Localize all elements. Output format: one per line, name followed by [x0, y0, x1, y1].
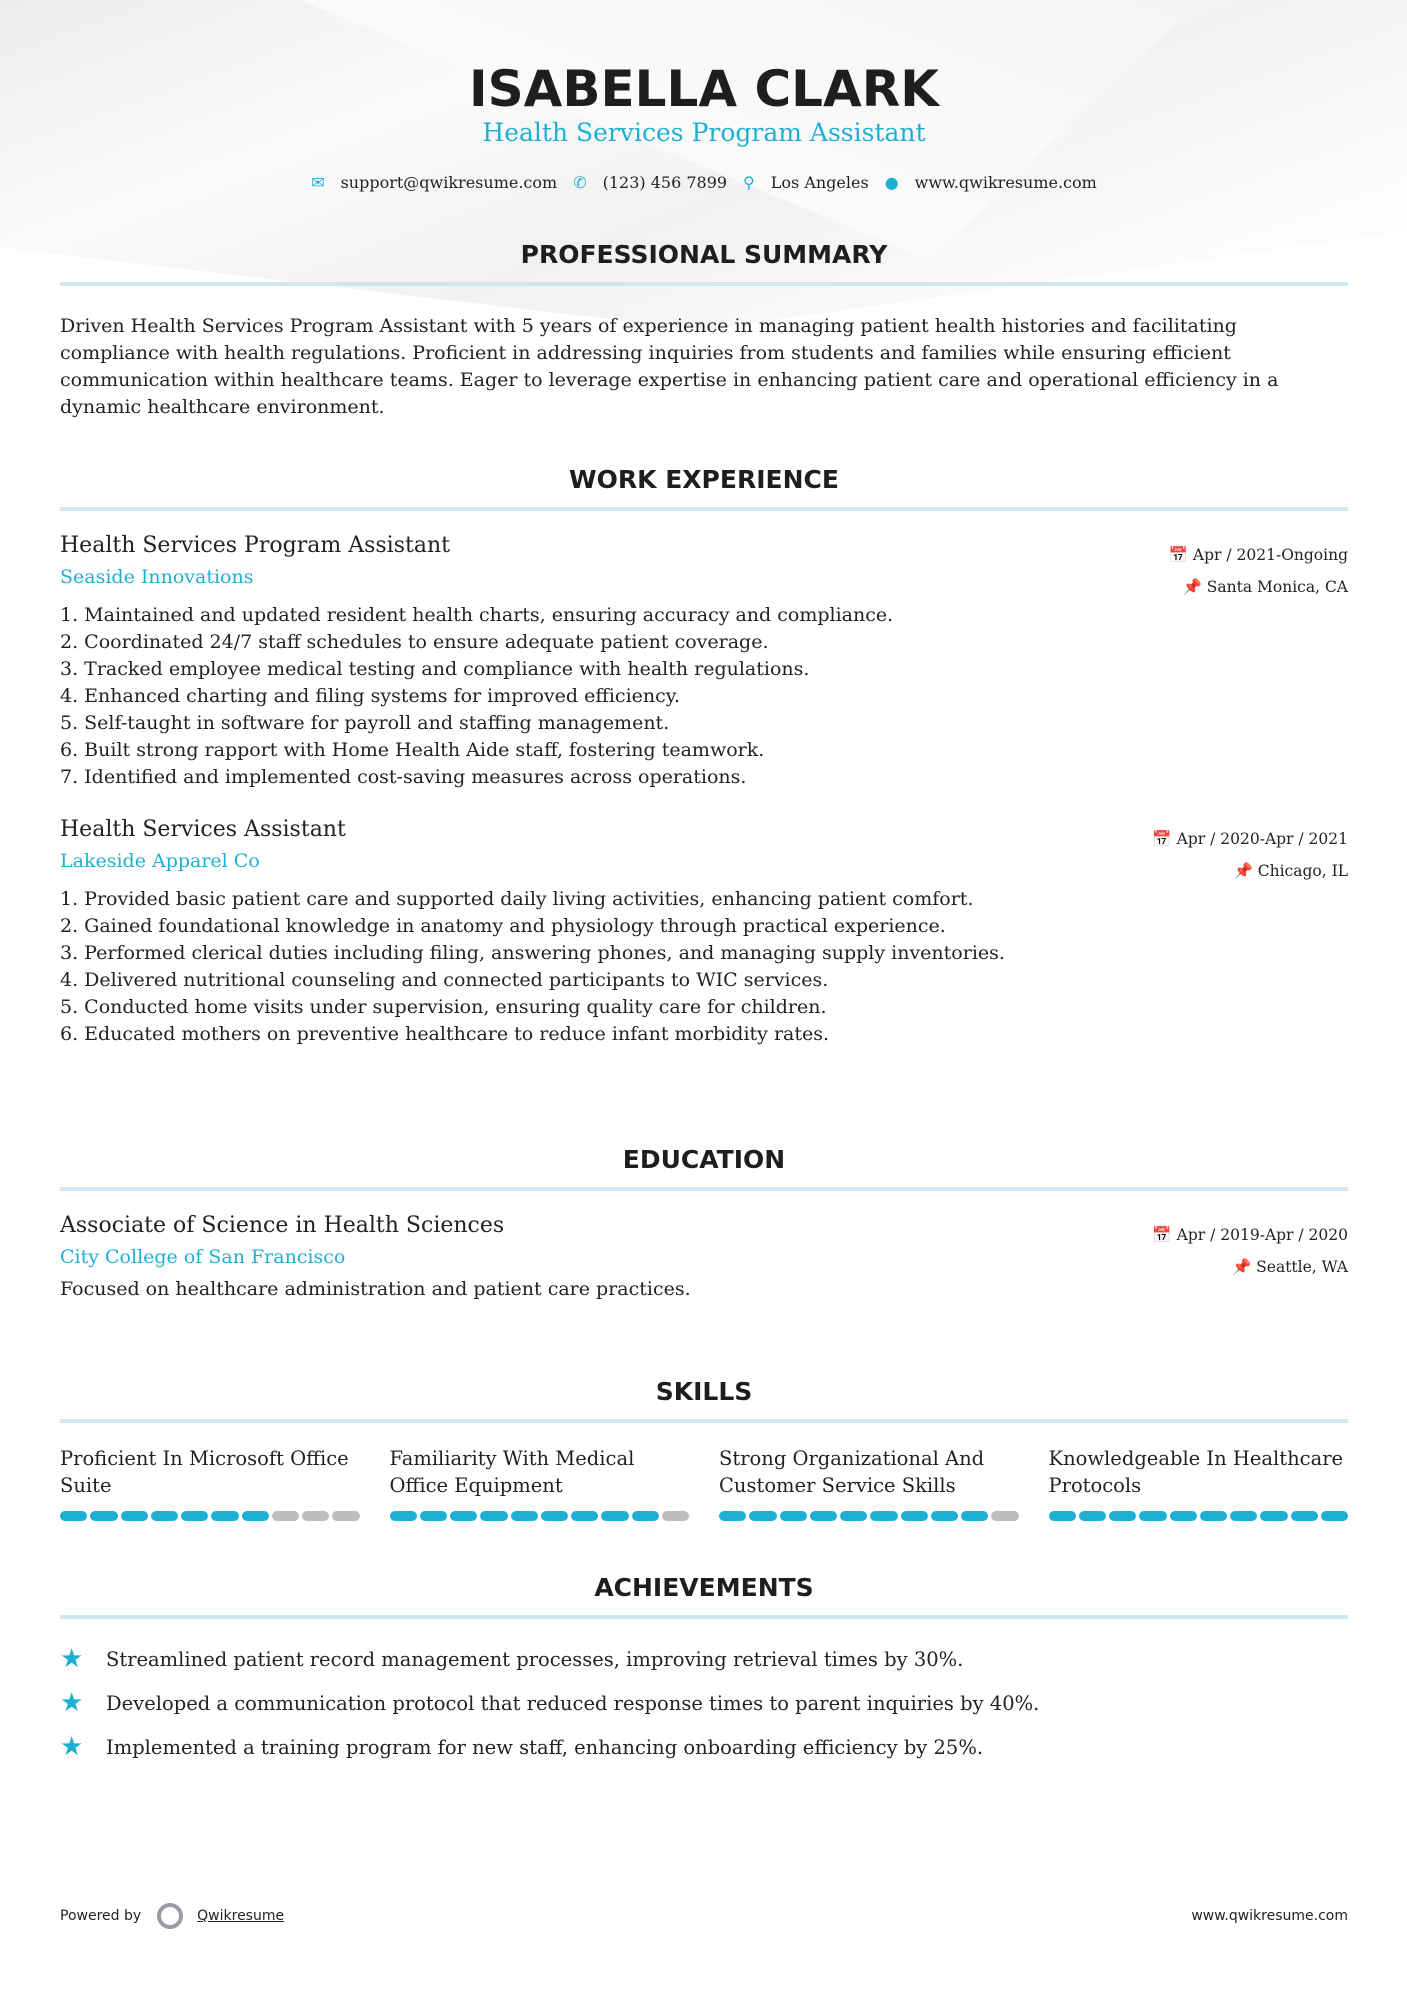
skill-segment [1260, 1511, 1287, 1521]
job-entry [60, 817, 1348, 1048]
website[interactable]: www.qwikresume.com [914, 173, 1097, 192]
job-entry [60, 533, 1348, 791]
skill-segment [211, 1511, 238, 1521]
powered-by: Powered by [60, 1908, 142, 1924]
skill-segment [511, 1511, 538, 1521]
skill-segment [961, 1511, 988, 1521]
education-date: Apr / 2019-Apr / 2020 [1176, 1226, 1348, 1244]
achievement-text: Developed a communication protocol that reduced response times to parent inquiries by 40%. [106, 1691, 1040, 1715]
skill-segment [302, 1511, 329, 1521]
bullet: 2. Coordinated 24/7 staff schedules to ensure adequate patient coverage. [60, 631, 769, 653]
skill-segment [810, 1511, 837, 1521]
footer-website[interactable]: www.qwikresume.com [1191, 1908, 1348, 1924]
contact-bar [60, 173, 1348, 192]
bullet: 5. Conducted home visits under supervision, ensuring quality care for children. [60, 996, 827, 1018]
star-icon: ★ [60, 1732, 84, 1762]
skill-segment [1321, 1511, 1348, 1521]
job-date: Apr / 2020-Apr / 2021 [1176, 830, 1348, 848]
location: Los Angeles [770, 173, 869, 192]
skill-item [719, 1445, 1019, 1521]
skill-label: Knowledgeable In Healthcare Protocols [1048, 1447, 1344, 1497]
skill-label: Proficient In Microsoft Office Suite [60, 1447, 349, 1497]
skill-segment [719, 1511, 746, 1521]
experience-section [60, 465, 1348, 1048]
education-description: Focused on healthcare administration and patient care practices. [60, 1278, 691, 1300]
achievement-item [60, 1681, 1348, 1725]
divider [60, 507, 1348, 511]
skill-segment [840, 1511, 867, 1521]
achievement-text: Streamlined patient record management processes, improving retrieval times by 30%. [106, 1647, 964, 1671]
skill-segment [1139, 1511, 1166, 1521]
calendar-icon: 📅 [1152, 830, 1177, 848]
brand-link[interactable]: Qwikresume [197, 1908, 285, 1924]
skill-segment [991, 1511, 1018, 1521]
skill-segment [571, 1511, 598, 1521]
phone-icon: ✆ [573, 173, 587, 192]
school: City College of San Francisco [60, 1246, 346, 1268]
bullet: 4. Enhanced charting and filing systems for improved efficiency. [60, 685, 681, 707]
skill-segment [151, 1511, 178, 1521]
skill-segment [480, 1511, 507, 1521]
calendar-icon: 📅 [1168, 546, 1193, 564]
skill-segment [749, 1511, 776, 1521]
candidate-role: Health Services Program Assistant [482, 118, 926, 147]
skill-segment [901, 1511, 928, 1521]
skill-level-bar [719, 1511, 1019, 1521]
map-pin-icon: ⚲ [743, 173, 755, 192]
star-icon: ★ [60, 1688, 84, 1718]
achievement-item [60, 1637, 1348, 1681]
skill-segment [390, 1511, 417, 1521]
skill-segment [181, 1511, 208, 1521]
divider [60, 1615, 1348, 1619]
bullet: 1. Maintained and updated resident health charts, ensuring accuracy and compliance. [60, 604, 894, 626]
skill-segment [1049, 1511, 1076, 1521]
skill-segment [931, 1511, 958, 1521]
education-location: Seattle, WA [1256, 1258, 1348, 1276]
job-location: Chicago, IL [1257, 862, 1348, 880]
pin-icon: 📌 [1182, 578, 1207, 596]
divider [60, 282, 1348, 286]
divider [60, 1419, 1348, 1423]
skill-segment [450, 1511, 477, 1521]
skill-segment [420, 1511, 447, 1521]
qwikresume-logo-icon [157, 1903, 183, 1929]
skill-segment [1200, 1511, 1227, 1521]
skill-segment [601, 1511, 628, 1521]
skill-segment [60, 1511, 87, 1521]
skill-label: Familiarity With Medical Office Equipment [389, 1447, 635, 1497]
education-meta [1152, 1219, 1348, 1283]
skill-label: Strong Organizational And Customer Service Skills [719, 1447, 985, 1497]
candidate-name: ISABELLA CLARK [469, 60, 939, 118]
skill-segment [1109, 1511, 1136, 1521]
skill-segment [121, 1511, 148, 1521]
job-meta [1152, 823, 1348, 887]
bullet: 7. Identified and implemented cost-saving measures across operations. [60, 766, 747, 788]
star-icon: ★ [60, 1644, 84, 1674]
education-entry [60, 1213, 1348, 1303]
skill-segment [632, 1511, 659, 1521]
skill-segment [870, 1511, 897, 1521]
job-meta [1169, 539, 1348, 603]
pin-icon: 📌 [1233, 862, 1258, 880]
section-title: PROFESSIONAL SUMMARY [520, 240, 888, 269]
degree: Associate of Science in Health Sciences [60, 1213, 505, 1238]
achievement-item [60, 1725, 1348, 1769]
skill-level-bar [390, 1511, 690, 1521]
job-title: Health Services Assistant [60, 817, 346, 842]
job-bullets [60, 602, 1348, 791]
phone: (123) 456 7899 [602, 173, 728, 192]
education-section [60, 1145, 1348, 1303]
job-title: Health Services Program Assistant [60, 533, 450, 558]
skill-segment [1079, 1511, 1106, 1521]
job-location: Santa Monica, CA [1206, 578, 1348, 596]
bullet: 3. Tracked employee medical testing and compliance with health regulations. [60, 658, 810, 680]
bullet: 6. Educated mothers on preventive healthcare to reduce infant morbidity rates. [60, 1023, 830, 1045]
pin-icon: 📌 [1231, 1258, 1257, 1276]
bullet: 2. Gained foundational knowledge in anatomy and physiology through practical experience. [60, 915, 946, 937]
bullet: 6. Built strong rapport with Home Health Aide staff, fostering teamwork. [60, 739, 765, 761]
section-title: WORK EXPERIENCE [569, 465, 839, 494]
calendar-icon: 📅 [1152, 1226, 1177, 1244]
summary-text: Driven Health Services Program Assistant with 5 years of experience in managing patient health histories and facilitating compliance with health regulations. Proficient in addressing inquiries from students and families while ensuring efficient communication within healthcare teams. Eager to leverage expertise in enhancing patient care and operational efficiency in a dynamic healthcare environment. [60, 315, 1279, 418]
skill-level-bar [60, 1511, 360, 1521]
skill-item [1049, 1445, 1349, 1521]
skill-segment [332, 1511, 359, 1521]
bullet: 5. Self-taught in software for payroll and staffing management. [60, 712, 670, 734]
skill-segment [1170, 1511, 1197, 1521]
achievement-text: Implemented a training program for new staff, enhancing onboarding efficiency by 25%. [106, 1735, 984, 1759]
skill-item [390, 1445, 690, 1521]
skills-section [60, 1377, 1348, 1521]
bullet: 4. Delivered nutritional counseling and connected participants to WIC services. [60, 969, 829, 991]
skill-segment [1291, 1511, 1318, 1521]
bullet: 1. Provided basic patient care and supported daily living activities, enhancing patient comfort. [60, 888, 974, 910]
skill-segment [1230, 1511, 1257, 1521]
section-title: SKILLS [655, 1377, 753, 1406]
footer [60, 1903, 1348, 1929]
section-title: ACHIEVEMENTS [594, 1573, 814, 1602]
job-date: Apr / 2021-Ongoing [1192, 546, 1348, 564]
company: Seaside Innovations [60, 566, 254, 588]
summary-section [60, 240, 1348, 421]
email[interactable]: support@qwikresume.com [340, 173, 558, 192]
bullet: 3. Performed clerical duties including filing, answering phones, and managing supply inventories. [60, 942, 1005, 964]
job-bullets [60, 886, 1348, 1048]
skill-segment [242, 1511, 269, 1521]
skill-segment [272, 1511, 299, 1521]
skill-item [60, 1445, 360, 1521]
divider [60, 1187, 1348, 1191]
company: Lakeside Apparel Co [60, 850, 260, 872]
achievements-section [60, 1573, 1348, 1769]
envelope-icon: ✉ [311, 173, 325, 192]
section-title: EDUCATION [622, 1145, 786, 1174]
skill-level-bar [1049, 1511, 1349, 1521]
skill-segment [780, 1511, 807, 1521]
skill-segment [541, 1511, 568, 1521]
skill-segment [662, 1511, 689, 1521]
skill-segment [90, 1511, 117, 1521]
globe-icon: ● [884, 173, 899, 192]
